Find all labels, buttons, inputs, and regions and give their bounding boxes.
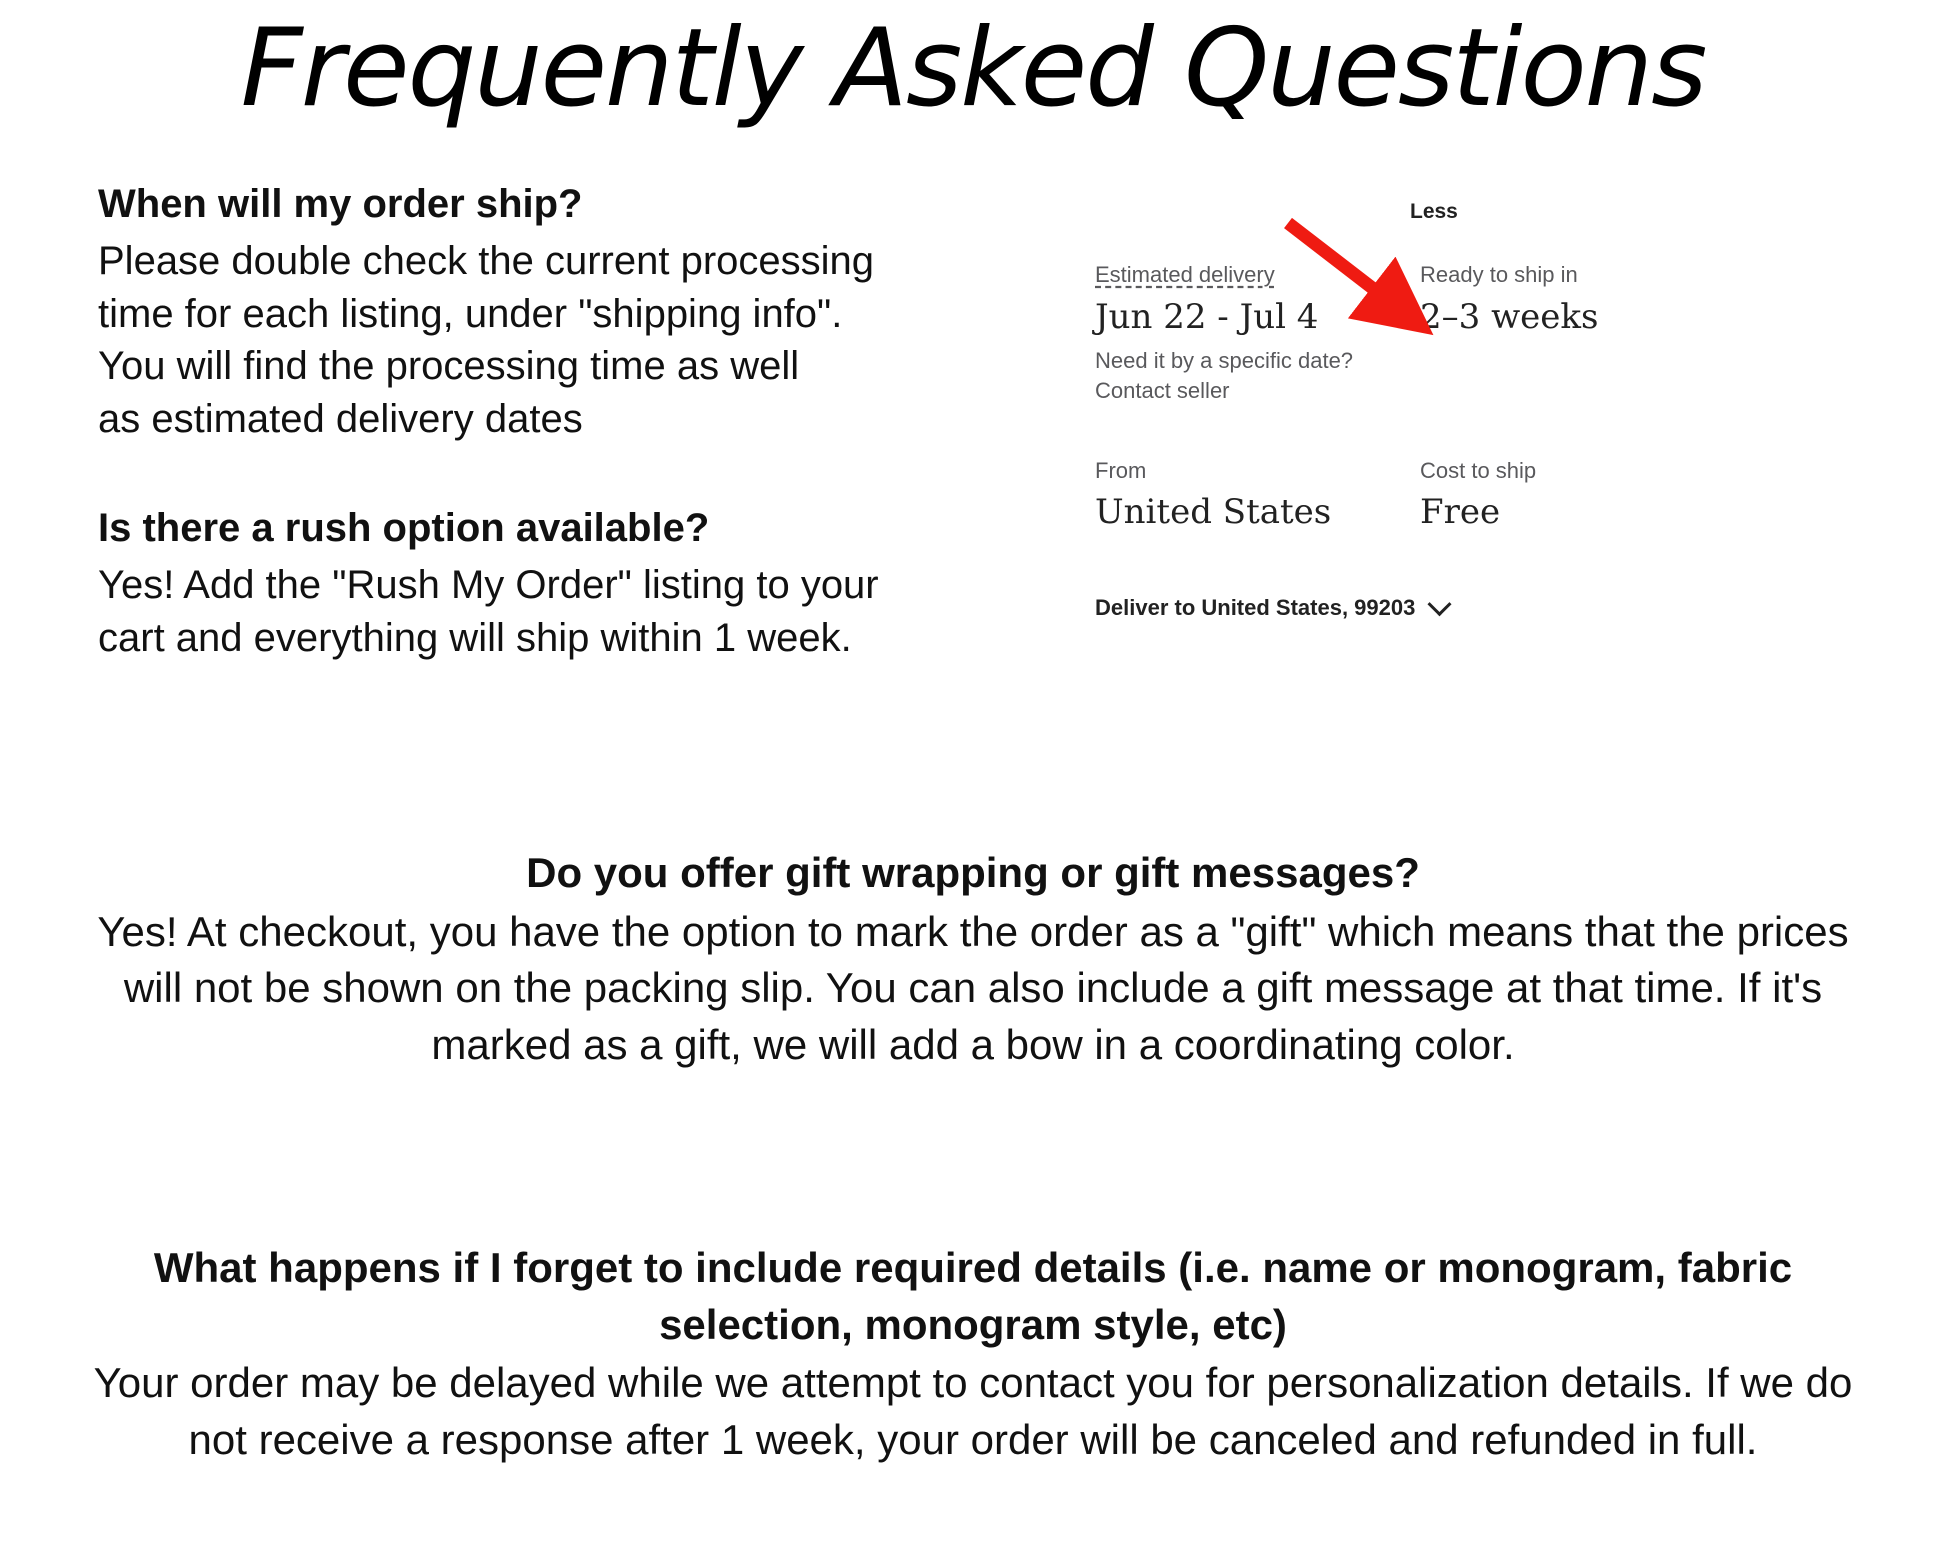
from-value: United States — [1095, 492, 1332, 533]
cost-to-ship-value: Free — [1420, 492, 1501, 533]
estimated-delivery-cell — [1095, 260, 1420, 406]
faq-answer-line: as estimated delivery dates — [98, 397, 583, 442]
page-title: Frequently Asked Questions — [240, 6, 1706, 131]
faq-answer-line: You will find the processing time as well — [98, 344, 800, 389]
less-toggle[interactable]: Less — [1410, 200, 1458, 223]
faq-question: Do you offer gift wrapping or gift messages? — [526, 849, 1420, 896]
faq-answer — [98, 235, 1108, 446]
faq-answer: Your order may be delayed while we attempt to contact you for personalization details. If we do not receive a response after 1 week, your order will be canceled and refunded in full. — [93, 1359, 1853, 1464]
estimated-delivery-label[interactable]: Estimated delivery — [1095, 262, 1275, 287]
shipping-row-delivery — [1095, 260, 1775, 406]
deliver-to-selector[interactable] — [1095, 595, 1448, 621]
estimated-delivery-value: Jun 22 - Jul 4 — [1095, 296, 1319, 337]
contact-seller-link[interactable]: Contact seller — [1095, 377, 1230, 403]
ready-to-ship-cell — [1420, 260, 1745, 406]
faq-answer — [98, 559, 1108, 665]
cost-to-ship-cell — [1420, 456, 1745, 534]
ready-to-ship-value: 2–3 weeks — [1420, 296, 1599, 337]
faq-item-missing-details — [0, 1240, 1946, 1469]
ready-to-ship-label: Ready to ship in — [1420, 262, 1578, 287]
faq-answer-line: time for each listing, under "shipping info". — [98, 291, 843, 336]
faq-question: Is there a rush option available? — [98, 505, 710, 550]
chevron-down-icon — [1428, 592, 1452, 616]
from-label: From — [1095, 457, 1147, 483]
need-by-line-1: Need it by a specific date? — [1095, 348, 1354, 374]
spacer — [98, 446, 1108, 502]
faq-left-column — [98, 178, 1108, 664]
shipping-row-origin — [1095, 456, 1775, 534]
faq-answer: Yes! At checkout, you have the option to mark the order as a "gift" which means that the prices will not be shown on the packing slip. You can also include a gift message at that time. If it's marked as a gift, we will add a bow in a coordinating color. — [97, 907, 1849, 1069]
faq-item-gift-wrapping — [0, 845, 1946, 1074]
faq-item-ship-time — [98, 178, 1108, 446]
from-cell — [1095, 456, 1420, 534]
cost-to-ship-label: Cost to ship — [1420, 457, 1537, 483]
faq-question: When will my order ship? — [98, 182, 583, 226]
faq-answer-line: cart and everything will ship within 1 week. — [98, 615, 852, 660]
shipping-details-grid — [1095, 260, 1775, 562]
faq-answer-line: Yes! Add the "Rush My Order" listing to your — [98, 562, 879, 607]
faq-item-rush-option — [98, 502, 1108, 664]
faq-answer-line: Please double check the current processing — [98, 238, 875, 283]
deliver-to-label: Deliver to United States, 99203 — [1095, 595, 1416, 620]
faq-question: What happens if I forget to include required details (i.e. name or monogram, fabric selection, monogram style, etc) — [153, 1244, 1793, 1348]
